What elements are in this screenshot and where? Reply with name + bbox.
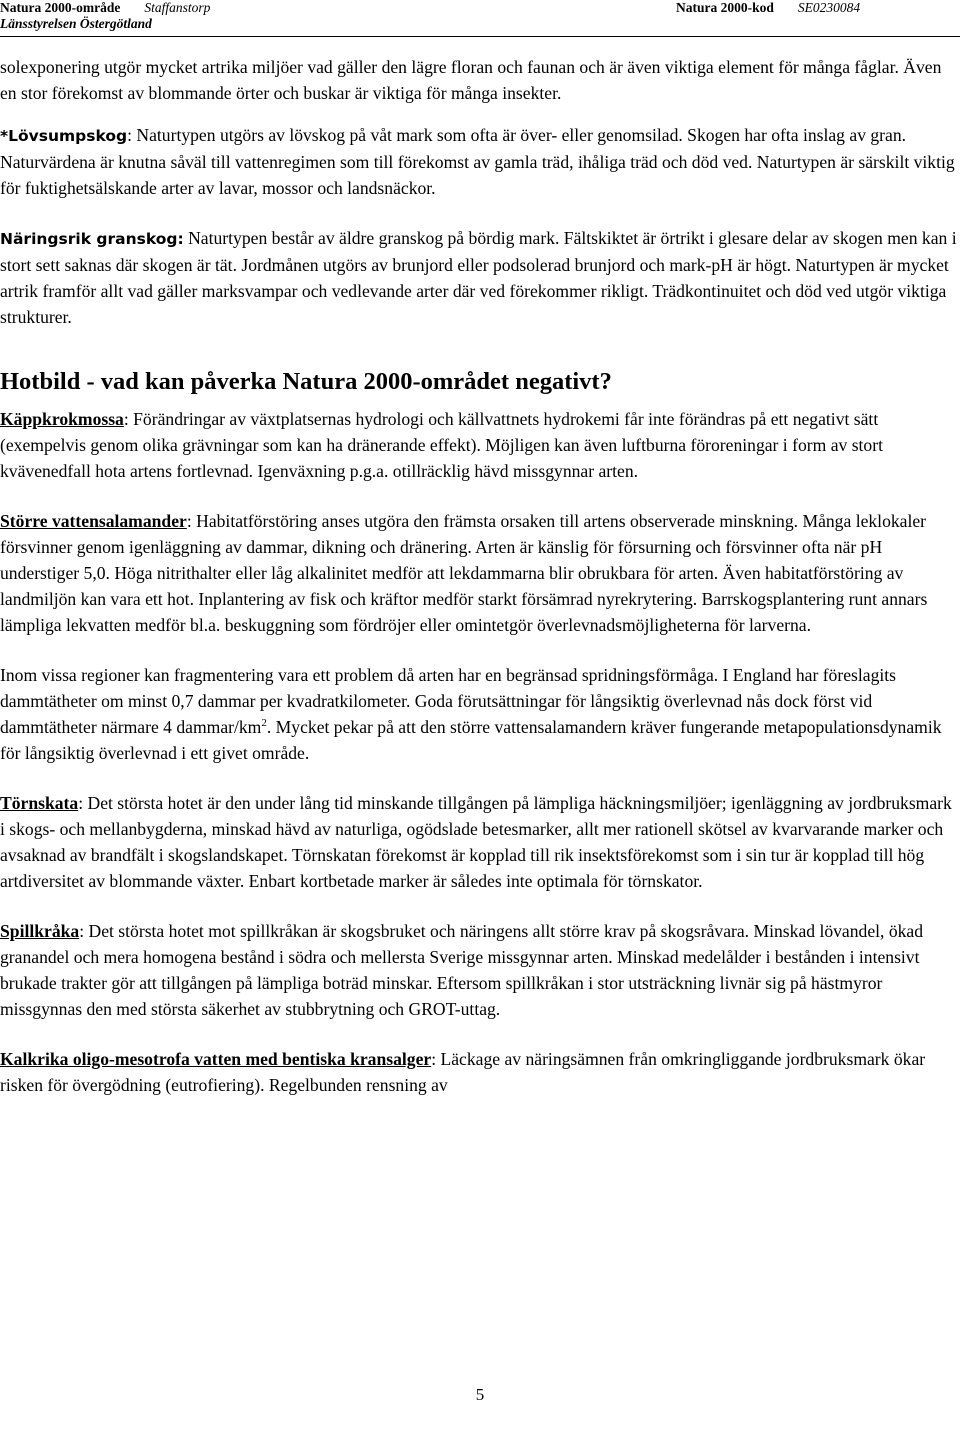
- header-left: [0, 0, 210, 16]
- page-number: 5: [475, 1385, 485, 1404]
- term-naringsrik-granskog: Näringsrik granskog:: [0, 230, 184, 248]
- term-lovsumpskog: *Lövsumpskog: [0, 127, 128, 145]
- paragraph-fragmentering: Inom vissa regioner kan fragmentering vara ett problem då arten har en begränsad spridningsförmåga. I England har föreslagits dammtätheter om minst 0,7 dammar per kvadratkilometer. Goda förutsättningar för långsiktig överlevnad nås dock först vid dammtätheter närmare 4 dammar/$km^2$. Mycket pekar på att den större vattensalamandern kräver fungerande metapopulationsdynamik för långsiktig överlevnad i ett givet område.: [0, 665, 942, 763]
- term-tornskata: Törnskata: [0, 793, 79, 813]
- paragraph-naringsrik-granskog: Näringsrik granskog: Naturtypen består av äldre granskog på bördig mark. Fältskiktet är örtrikt i glesare delar av skogen men kan i stort sett saknas där skogen är tät. Jordmånen utgörs av brunjord eller podsolerad brunjord och mark-pH är högt. Naturtypen är mycket artrik framför allt vad gäller marksvampar och vedlevande arter där ved förekommer rikligt. Trädkontinuitet och död ved utgör viktiga strukturer.: [0, 228, 957, 327]
- page-header: [0, 0, 960, 32]
- paragraph-kalkrika-vatten: Kalkrika oligo-mesotrofa vatten med bentiska kransalger: Läckage av näringsämnen från omkringliggande jordbruksmark ökar risken för övergödning (eutrofiering). Regelbunden rensning av: [0, 1049, 926, 1095]
- paragraph-tornskata: Törnskata: Det största hotet är den under lång tid minskande tillgången på lämpliga häckningsmiljöer; igenläggning av jordbruksmark i skogs- och mellanbygderna, minskad hävd av naturliga, ogödslade betesmarker, allt mer rationell skötsel av kvarvarande marker och avsaknad av brandfält i skogslandskapet. Törnskatan förekomst är kopplad till rik insektsförekomst som i sin tur är kopplad till hög artdiversitet av blommande växter. Enbart kortbetade marker är således inte optimala för törnskator.: [0, 793, 952, 891]
- section-heading: Hotbild - vad kan påverka Natura 2000-området negativt?: [0, 368, 612, 395]
- header-area-name: Staffanstorp: [144, 0, 211, 15]
- header-code: SE0230084: [797, 0, 861, 15]
- header-rule: [0, 36, 960, 37]
- term-kappkrokmossa: Käppkrokmossa: [0, 409, 124, 429]
- header-code-label: Natura 2000-kod: [676, 0, 774, 15]
- paragraph-storre-vattensalamander: Större vattensalamander: Habitatförstöring anses utgöra den främsta orsaken till artens observerade minskning. Många leklokaler försvinner genom igenläggning av dammar, dikning och dränering. Arten är känslig för försurning och försvinner ofta när pH understiger 5,0. Höga nitrithalter eller låg alkalinitet medför att lekdammarna blir obrukbara för arten. Även habitatförstöring av landmiljön kan vara ett hot. Inplantering av fisk och kräftor medför starkt försämrad nyrekrytering. Barrskogsplantering runt annars lämpliga lekvatten medför bl.a. beskuggning som fördröjer eller omintetgör överlevnadsmöjligheterna för larverna.: [0, 511, 928, 635]
- term-spillkraka: Spillkråka: [0, 921, 80, 941]
- paragraph-kappkrokmossa: Käppkrokmossa: Förändringar av växtplatsernas hydrologi och källvattnets hydrokemi får inte förändras på ett negativt sätt (exempelvis genom olika grävningar som kan ha dränerande effekt). Möjligen kan även luftburna föroreningar i form av stort kvävenedfall hota artens fortlevnad. Igenväxning p.g.a. otillräcklig hävd missgynnar arten.: [0, 409, 883, 481]
- header-right: [676, 0, 860, 16]
- term-kalkrika-vatten: Kalkrika oligo-mesotrofa vatten med bentiska kransalger: [0, 1049, 432, 1069]
- header-area-label: Natura 2000-område: [0, 0, 121, 15]
- header-authority: Länsstyrelsen Östergötland: [0, 16, 152, 31]
- document-body: [0, 54, 958, 1098]
- paragraph-intro: solexponering utgör mycket artrika miljöer vad gäller den lägre floran och faunan och är även viktiga element för många fåglar. Även en stor förekomst av blommande örter och buskar är viktiga för många insekter.: [0, 57, 942, 103]
- term-storre-vattensalamander: Större vattensalamander: [0, 511, 187, 531]
- paragraph-spillkraka: Spillkråka: Det största hotet mot spillkråkan är skogsbruket och näringens allt större krav på skogsråvara. Minskad lövandel, ökad granandel och mera homogena bestånd i södra och mellersta Sverige missgynnar arten. Minskad medelålder i bestånden i intensivt brukade trakter gör att tillgången på lämpliga boträd minskar. Eftersom spillkråkan i stor utsträckning livnär sig på hästmyror missgynnas den med största säkerhet av stubbrytning och GROT-uttag.: [0, 921, 924, 1019]
- paragraph-lovsumpskog: *Lövsumpskog: Naturtypen utgörs av lövskog på våt mark som ofta är över- eller genomsilad. Skogen har ofta inslag av gran. Naturvärdena är knutna såväl till vattenregimen som till förekomst av gamla träd, ihåliga träd och död ved. Naturtypen är särskilt viktig för fuktighetsälskande arter av lavar, mossor och landsnäckor.: [0, 125, 955, 198]
- superscript-two: 2: [261, 717, 267, 730]
